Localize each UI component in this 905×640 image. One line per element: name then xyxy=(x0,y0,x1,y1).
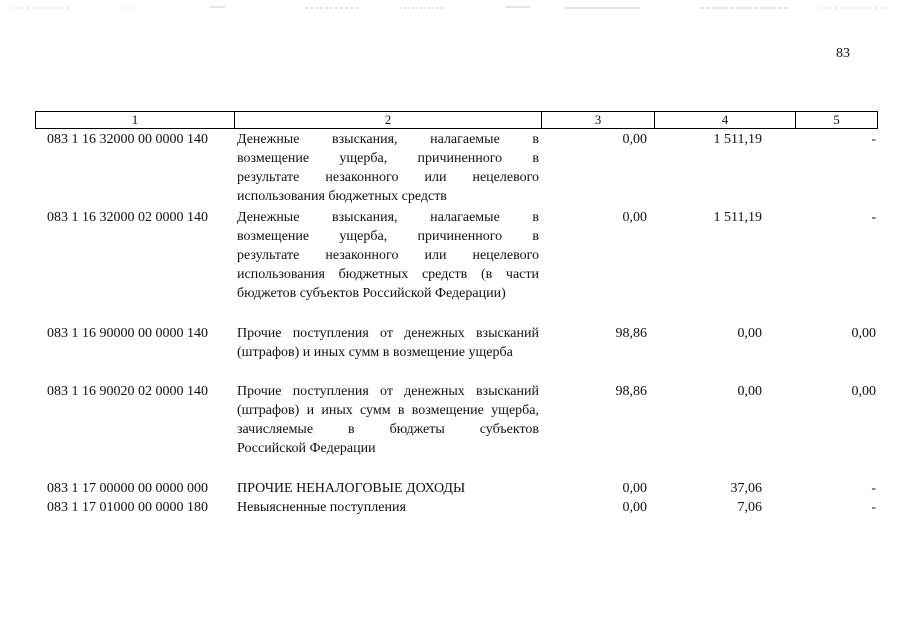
row-description xyxy=(237,498,539,517)
header-col-1: 1 xyxy=(131,112,139,127)
description-line: Российской Федерации xyxy=(237,441,376,456)
value-col-5: - xyxy=(871,210,876,225)
row-description xyxy=(237,479,539,498)
budget-code: 083 1 17 01000 00 0000 180 xyxy=(47,500,208,515)
page-number: 83 xyxy=(836,46,850,61)
budget-code: 083 1 17 00000 00 0000 000 xyxy=(47,481,208,496)
row-description xyxy=(237,208,539,303)
value-col-3: 98,86 xyxy=(615,326,647,341)
budget-code: 083 1 16 90020 02 0000 140 xyxy=(47,384,208,399)
table-header xyxy=(35,111,878,129)
description-line: зачисляемые в бюджеты субъектов xyxy=(237,422,539,437)
value-col-4: 1 511,19 xyxy=(713,132,762,147)
value-col-5: 0,00 xyxy=(851,326,876,341)
description-line: возмещение ущерба, причиненного в xyxy=(237,229,539,244)
description-line: Прочие поступления от денежных взысканий xyxy=(237,384,539,399)
header-col-4: 4 xyxy=(721,112,729,127)
description-line: (штрафов) и иных сумм в возмещение ущерба xyxy=(237,345,513,360)
value-col-4: 0,00 xyxy=(737,326,762,341)
budget-code: 083 1 16 32000 00 0000 140 xyxy=(47,132,208,147)
value-col-5: - xyxy=(871,500,876,515)
value-col-5: - xyxy=(871,481,876,496)
description-line: бюджетов субъектов Российской Федерации) xyxy=(237,286,506,301)
budget-code: 083 1 16 90000 00 0000 140 xyxy=(47,326,208,341)
value-col-5: - xyxy=(871,132,876,147)
row-description xyxy=(237,324,539,362)
description-line: Денежные взыскания, налагаемые в xyxy=(237,210,539,225)
description-line: использования бюджетных средств xyxy=(237,189,447,204)
value-col-3: 0,00 xyxy=(622,132,647,147)
value-col-4: 7,06 xyxy=(737,500,762,515)
description-line: результате незаконного или нецелевого xyxy=(237,248,539,263)
value-col-3: 0,00 xyxy=(622,210,647,225)
value-col-4: 0,00 xyxy=(737,384,762,399)
description-line: Прочие поступления от денежных взысканий xyxy=(237,326,539,341)
value-col-5: 0,00 xyxy=(851,384,876,399)
value-col-4: 37,06 xyxy=(730,481,762,496)
scan-artifact xyxy=(0,4,905,12)
header-col-5: 5 xyxy=(833,112,840,127)
description-line: возмещение ущерба, причиненного в xyxy=(237,151,539,166)
value-col-3: 0,00 xyxy=(622,500,647,515)
header-col-2: 2 xyxy=(384,112,392,127)
budget-code: 083 1 16 32000 02 0000 140 xyxy=(47,210,208,225)
value-col-3: 0,00 xyxy=(622,481,647,496)
description-line: ПРОЧИЕ НЕНАЛОГОВЫЕ ДОХОДЫ xyxy=(237,481,466,496)
value-col-3: 98,86 xyxy=(615,384,647,399)
description-line: использования бюджетных средств (в части xyxy=(237,267,539,282)
description-line: Денежные взыскания, налагаемые в xyxy=(237,132,539,147)
row-description xyxy=(237,382,539,458)
row-description xyxy=(237,130,539,206)
header-col-3: 3 xyxy=(594,112,602,127)
description-line: (штрафов) и иных сумм в возмещение ущерба, xyxy=(237,403,539,418)
description-line: результате незаконного или нецелевого xyxy=(237,170,539,185)
description-line: Невыясненные поступления xyxy=(237,500,406,515)
value-col-4: 1 511,19 xyxy=(713,210,762,225)
